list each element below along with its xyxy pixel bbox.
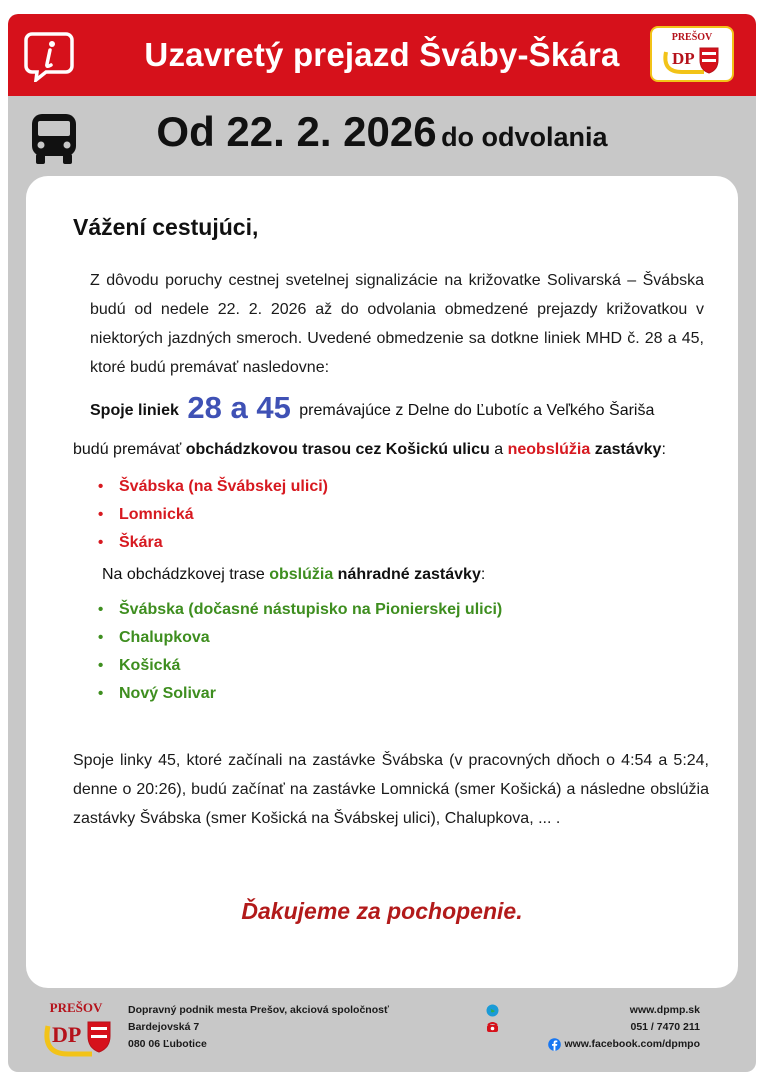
date-until: do odvolania <box>441 122 608 152</box>
date-row <box>8 96 756 178</box>
sub-colon: : <box>480 566 486 583</box>
greeting: Vážení cestujúci, <box>73 214 259 240</box>
list-item: • Nový Solivar <box>98 680 502 708</box>
header-title: Uzavretý prejazd Šváby-Škára <box>144 36 620 73</box>
spoje-label: Spoje liniek <box>90 402 179 419</box>
contact-web <box>564 1002 700 1019</box>
line-45-paragraph: Spoje linky 45, ktoré začínali na zastávke Švábska (v pracovných dňoch o 4:54 a 5:24, denne o 20:26), budú začínať na zastávke Lomnická (smer Košická) a následne obslúžia zastávky Švábska (smer Košická na Švábskej ulici), Chalupkova, ... . <box>73 752 709 827</box>
company-name: Dopravný podnik mesta Prešov, akciová spoločnosť <box>128 1004 390 1016</box>
logo-dp-text: DP <box>672 49 695 68</box>
logo-presov-text: PREŠOV <box>671 32 713 43</box>
poster-frame <box>8 14 756 1072</box>
company-street: Bardejovská 7 <box>128 1021 200 1033</box>
phone-number[interactable]: 051 / 7470 211 <box>630 1021 700 1033</box>
thanks-message: Ďakujeme za pochopenie. <box>241 898 523 924</box>
notice-card <box>26 176 738 988</box>
dp-presov-logo <box>650 26 734 82</box>
company-city: 080 06 Ľubotice <box>128 1038 207 1050</box>
replacement-stops-list <box>98 596 502 708</box>
phone-icon <box>486 1021 499 1034</box>
validity-date <box>8 108 756 156</box>
footer-dp-logo <box>34 998 118 1062</box>
detour-route: obchádzkovou trasou cez Košickú ulicu <box>185 441 490 458</box>
globe-icon <box>486 1004 499 1017</box>
dp-logo-graphic <box>652 28 732 80</box>
intro-paragraph: Z dôvodu poruchy cestnej svetelnej signalizácie na križovatke Solivarská – Švábska budú od nedele 22. 2. 2026 až do odvolania obmedzené prejazdy križovatkou v niektorých jazdných smeroch. Uvedené obmedzenie sa dotkne liniek MHD č. 28 a 45, ktoré budú premávať nasledovne: <box>90 272 704 376</box>
line-numbers: 28 a 45 <box>187 390 291 425</box>
contact-info <box>564 1002 700 1053</box>
facebook-icon <box>548 1038 561 1051</box>
detour-not-served: neobslúžia <box>507 441 591 458</box>
sub-prefix: Na obchádzkovej trase <box>102 566 270 583</box>
cancelled-stops-list <box>98 473 328 557</box>
website-link[interactable]: www.dpmp.sk <box>629 1004 700 1016</box>
date-from: Od 22. 2. 2026 <box>156 108 437 155</box>
company-info <box>128 1002 389 1053</box>
footer-logo-dp: DP <box>52 1022 82 1047</box>
contact-phone <box>564 1019 700 1036</box>
detour-stops-word: zastávky <box>590 441 662 458</box>
affected-lines <box>90 390 710 426</box>
replacement-sentence <box>102 566 485 584</box>
footer <box>8 988 756 1072</box>
detour-and: a <box>489 441 508 458</box>
footer-logo-presov: PREŠOV <box>49 1000 103 1015</box>
spoje-route: premávajúce z Delne do Ľubotíc a Veľkého Šariša <box>299 402 655 419</box>
header-bar <box>8 14 756 96</box>
detour-sentence <box>73 441 723 459</box>
contact-facebook <box>564 1036 700 1053</box>
list-item: • Chalupkova <box>98 624 502 652</box>
detour-prefix: budú premávať <box>73 441 186 458</box>
detour-colon: : <box>661 441 666 458</box>
list-item: • Švábska (na Švábskej ulici) <box>98 473 328 501</box>
facebook-link[interactable]: www.facebook.com/dpmpo <box>564 1038 700 1050</box>
sub-served: obslúžia <box>269 566 334 583</box>
sub-stops-word: náhradné zastávky <box>333 566 481 583</box>
list-item: • Košická <box>98 652 502 680</box>
list-item: • Lomnická <box>98 501 328 529</box>
list-item: • Škára <box>98 529 328 557</box>
list-item: • Švábska (dočasné nástupisko na Pionierskej ulici) <box>98 596 502 624</box>
